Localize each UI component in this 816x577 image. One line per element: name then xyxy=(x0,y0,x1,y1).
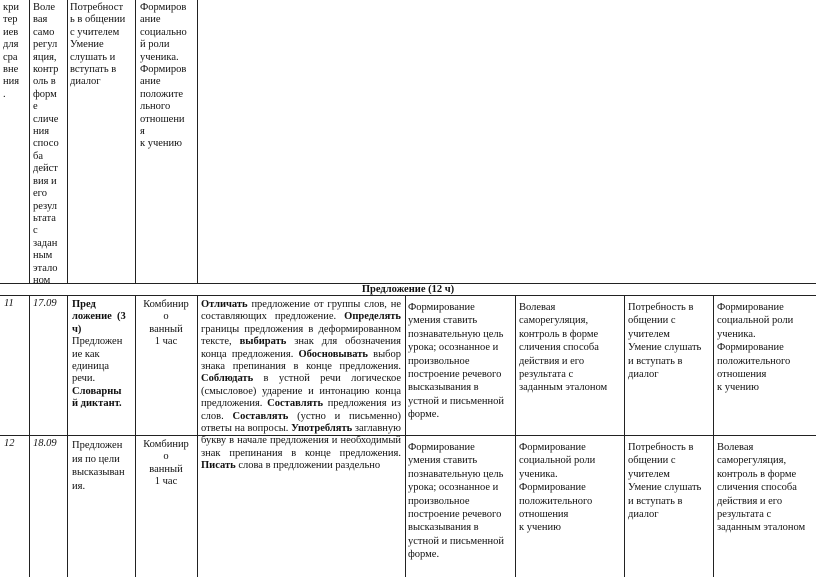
lesson-number: 11 xyxy=(4,298,14,309)
table-rule xyxy=(0,435,816,436)
regulative-ud: Волевая саморегуляция, контроль в форме сличения способа действия и его результата с заданным эталоном xyxy=(519,302,608,394)
regulative-ud: Волевая саморегуляция, контроль в форме сличения способа действия и его результата с заданным эталоном xyxy=(717,442,806,534)
criteria-cell: кри тер иев для сра вне ния . xyxy=(3,2,20,100)
cognitive-ud: Формирование умения ставить познавательную цель урока; осознанное и произвольное построение речевого высказывания в устной и письменной форме. xyxy=(408,302,504,421)
regulation-cell: Воле вая само регул яция, контр оль в форм е сличе ния спосо ба дейст вия и его резул ьтата с задан ным этало ном xyxy=(33,2,59,286)
activity-text: границы предложения в деформированном тексте, xyxy=(201,323,401,348)
table-rule xyxy=(29,295,30,577)
activity-text: слова в предложении раздельно xyxy=(235,460,381,472)
table-rule xyxy=(515,295,516,577)
activity-text: знак для обозначения конца предложения. xyxy=(201,336,401,360)
activity-verb: Отличать xyxy=(201,299,248,310)
lesson-topic: Предложен ия по цели высказыван ия. xyxy=(72,440,125,492)
activity-text: выбор знака препинания в конце предложения. xyxy=(201,348,401,373)
personal-ud: Формирование социальной роли ученика. Формирование положительного отношения к учению xyxy=(519,442,596,534)
activity-text: в устной речи логическое (смысловое) ударение и интонацию конца предложения. xyxy=(201,373,401,410)
personal-ud: Формирование социальной роли ученика. Формирование положительного отношения к учению xyxy=(717,302,794,394)
table-rule xyxy=(624,295,625,577)
lesson-number: 12 xyxy=(4,438,15,449)
activities-cell xyxy=(201,299,401,473)
communicative-ud: Потребность в общении с учителем Умение слушать и вступать в диалог xyxy=(628,442,702,521)
table-rule xyxy=(405,295,406,577)
activity-verb: Писать xyxy=(201,460,236,472)
topic-heading: Пред ложение (3 ч) xyxy=(72,299,126,335)
activity-text: (устно и письменно) ответы на вопросы. xyxy=(201,410,402,435)
table-rule xyxy=(135,295,136,577)
role-cell: Формиров ание социально й роли ученика. Формиров ание положите льного отношени я к учению xyxy=(140,2,187,150)
lesson-topic xyxy=(72,299,134,411)
lesson-type: Комбинир о ванный 1 час xyxy=(143,439,189,488)
table-rule xyxy=(197,295,198,577)
activity-verb: выбирать xyxy=(239,336,287,348)
activity-verb: Употреблять xyxy=(291,423,353,435)
lesson-date: 17.09 xyxy=(33,298,57,309)
lesson-date: 18.09 xyxy=(33,438,57,449)
table-rule xyxy=(67,295,68,577)
topic-dictation: Словарны й диктант. xyxy=(72,385,122,410)
table-rule xyxy=(29,0,30,283)
activity-text: заглавную букву в начале предложения и необходимый знак препинания в конце предложения. xyxy=(201,423,401,459)
activity-text: предложение от группы слов, не составляющих предложение. xyxy=(201,299,401,323)
activity-verb: Составлять xyxy=(267,398,323,410)
table-rule xyxy=(135,0,136,283)
communicative-ud: Потребность в общении с учителем Умение слушать и вступать в диалог xyxy=(628,302,702,381)
activity-verb: Обосновывать xyxy=(298,348,368,360)
cognitive-ud: Формирование умения ставить познавательную цель урока; осознанное и произвольное построение речевого высказывания в устной и письменной форме. xyxy=(408,442,504,561)
activity-verb: Составлять xyxy=(232,410,289,422)
section-title: Предложение (12 ч) xyxy=(361,284,455,295)
activity-verb: Определять xyxy=(344,311,401,323)
table-rule xyxy=(713,295,714,577)
activity-text: предложения из слов. xyxy=(201,398,402,422)
table-rule xyxy=(67,0,68,283)
activity-verb: Соблюдать xyxy=(201,373,254,385)
communication-cell: Потребност ь в общении с учителем Умение слушать и вступать в диалог xyxy=(70,2,126,88)
topic-text: Предложен ие как единица речи. xyxy=(72,336,123,385)
lesson-type: Комбинир о ванный 1 час xyxy=(143,299,189,348)
table-rule xyxy=(197,0,198,283)
